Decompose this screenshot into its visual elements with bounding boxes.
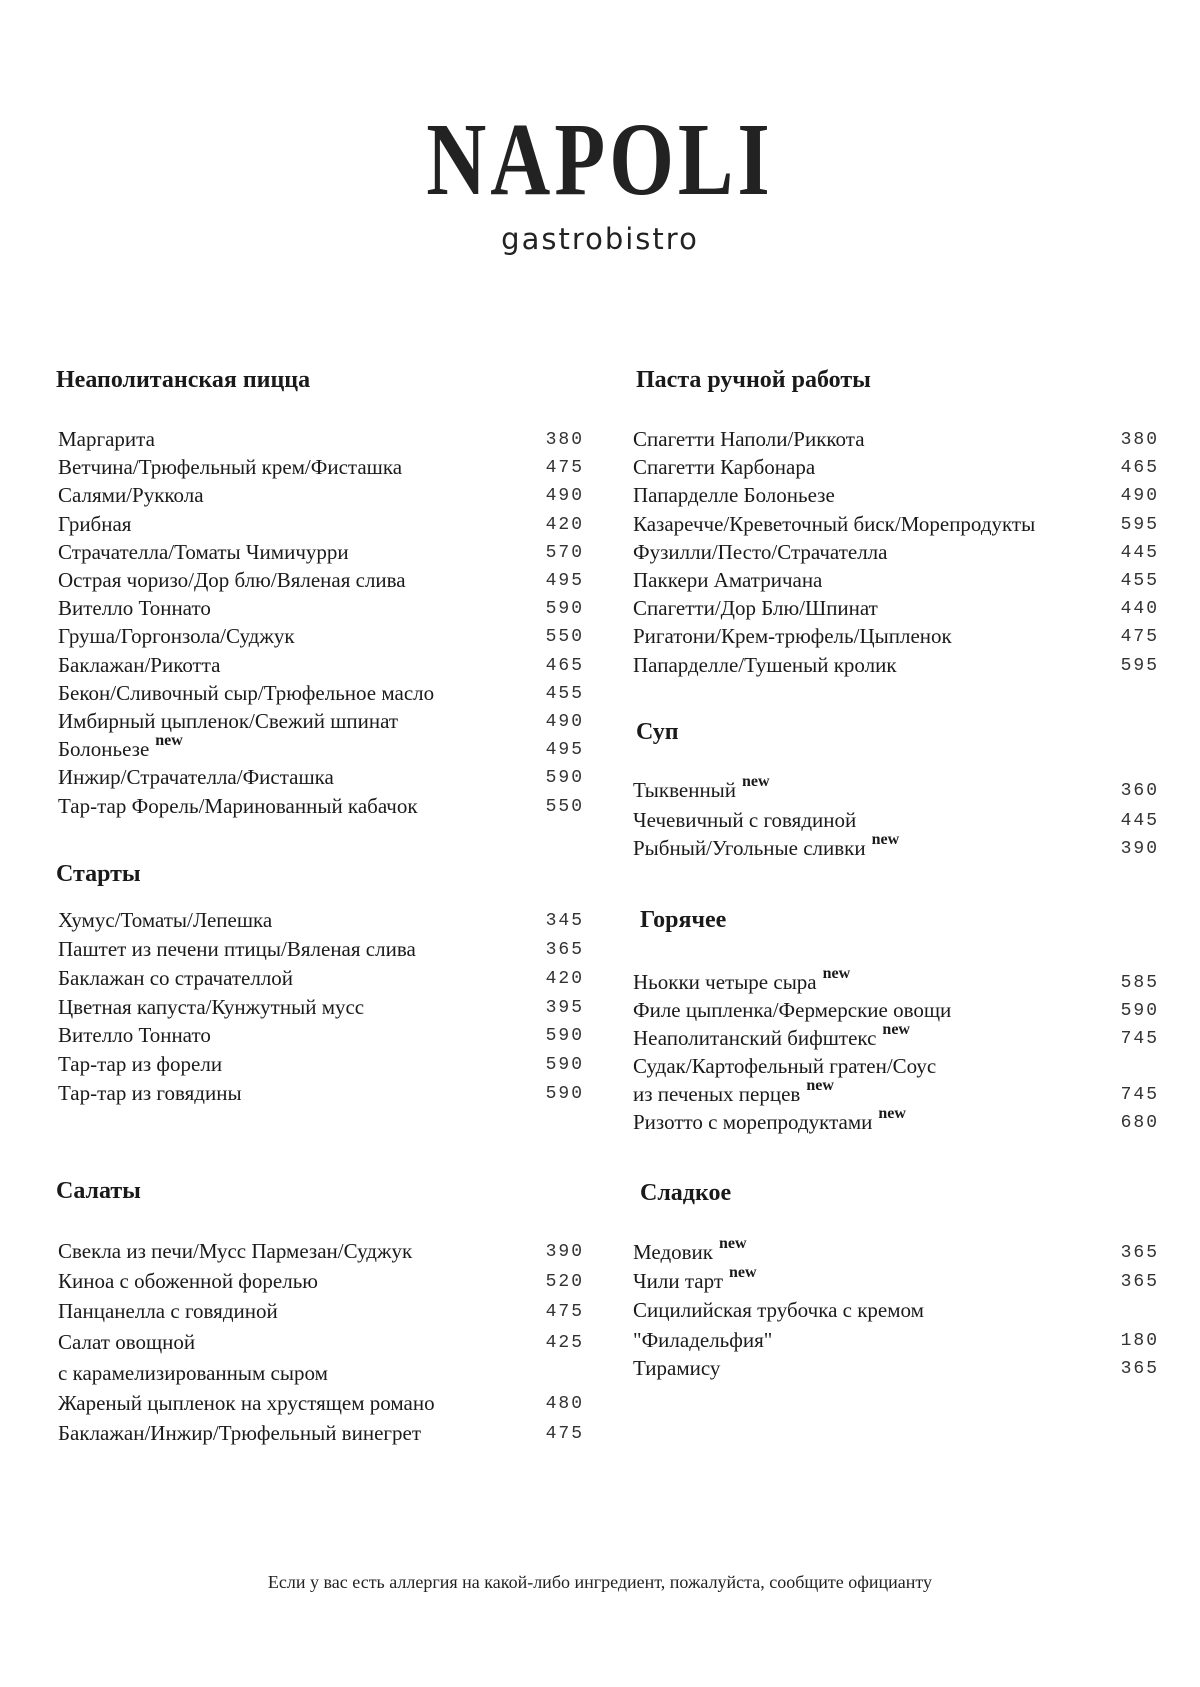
new-badge: new	[806, 1077, 834, 1094]
menu-item-name	[58, 1079, 242, 1107]
menu-item-name	[58, 1419, 421, 1447]
menu-item-name	[58, 1297, 278, 1325]
menu-item-row	[633, 566, 1159, 594]
menu-item-row	[633, 453, 1159, 481]
menu-item-name-text: Спагетти Наполи/Риккота	[633, 427, 865, 451]
menu-item-row	[633, 773, 1159, 804]
menu-item-price: 390	[1120, 839, 1159, 859]
menu-item-name-text: Папарделле/Тушеный кролик	[633, 653, 897, 677]
menu-item-name	[58, 763, 334, 791]
menu-item-price: 595	[1120, 656, 1159, 676]
menu-item-row	[58, 935, 584, 963]
menu-item-row	[633, 1326, 1159, 1354]
menu-item-row	[58, 1021, 584, 1049]
menu-item-name-text: Тыквенный	[633, 778, 737, 802]
menu-item-row	[58, 763, 584, 791]
menu-item-name	[58, 566, 406, 594]
menu-item-name	[633, 594, 878, 622]
menu-item-price: 475	[545, 458, 584, 478]
menu-item-name	[633, 1052, 936, 1080]
menu-item-price: 495	[545, 571, 584, 591]
menu-item-price: 490	[545, 486, 584, 506]
menu-item-row	[633, 622, 1159, 650]
menu-item-name	[58, 1021, 211, 1049]
menu-item-name-text: Медовик	[633, 1240, 713, 1264]
menu-item-name-text: Паккери Аматричана	[633, 568, 823, 592]
menu-item-name	[633, 1326, 772, 1354]
menu-item-price: 585	[1120, 973, 1159, 993]
menu-item-name	[633, 481, 835, 509]
menu-item-row	[58, 453, 584, 481]
menu-item-name-text: Баклажан со страчателлой	[58, 966, 294, 990]
menu-item-price: 570	[545, 543, 584, 563]
menu-item-name	[58, 1389, 435, 1417]
menu-item-price: 425	[545, 1333, 584, 1353]
menu-item-name-text: Ветчина/Трюфельный крем/Фисташка	[58, 455, 403, 479]
menu-item-row	[633, 996, 1159, 1024]
menu-item-name	[58, 453, 402, 481]
menu-item-row	[633, 1235, 1159, 1266]
menu-item-row	[58, 1359, 584, 1387]
menu-item-name-text: Ризотто с морепродуктами	[633, 1110, 873, 1134]
menu-item-price: 420	[545, 969, 584, 989]
menu-item-name	[633, 651, 897, 679]
menu-item-row	[58, 566, 584, 594]
menu-item-price: 365	[1120, 1359, 1159, 1379]
menu-item-row	[58, 906, 584, 934]
new-badge: new	[742, 773, 770, 790]
menu-item-price: 590	[545, 599, 584, 619]
menu-item-name	[58, 1328, 195, 1356]
menu-item-row	[58, 651, 584, 679]
menu-item-row	[633, 538, 1159, 566]
menu-item-name-text: Рыбный/Угольные сливки	[633, 836, 866, 860]
menu-item-price: 595	[1120, 515, 1159, 535]
menu-item-row	[58, 792, 584, 820]
menu-item-price: 590	[545, 768, 584, 788]
menu-item-name-text: Паштет из печени птицы/Вяленая слива	[58, 937, 416, 961]
menu-item-name	[633, 1077, 834, 1111]
menu-item-name	[633, 566, 822, 594]
menu-item-row	[58, 1237, 584, 1265]
menu-item-name	[633, 1264, 757, 1298]
new-badge: new	[871, 831, 900, 848]
menu-item-name	[633, 425, 865, 453]
menu-item-name-text: Тар-тар из говядины	[58, 1081, 242, 1105]
menu-item-name	[58, 792, 418, 820]
menu-item-name-text: Вителло Тоннато	[58, 1023, 211, 1047]
brand-title: NAPOLI	[426, 102, 774, 217]
menu-item-row	[633, 594, 1159, 622]
menu-item-price: 445	[1120, 543, 1159, 563]
menu-item-name	[633, 996, 951, 1024]
menu-item-name-text: Тирамису	[633, 1356, 721, 1380]
menu-item-name	[58, 679, 434, 707]
menu-item-name-text: Салат овощной	[58, 1330, 196, 1354]
menu-item-name	[58, 707, 398, 735]
menu-item-name-text: Казаречче/Креветочный биск/Морепродукты	[633, 512, 1036, 536]
menu-item-row	[633, 1105, 1159, 1136]
menu-item-row	[58, 1389, 584, 1417]
menu-item-row	[58, 594, 584, 622]
menu-item-name-text: Имбирный цыпленок/Свежий шпинат	[58, 709, 399, 733]
menu-item-price: 465	[1120, 458, 1159, 478]
menu-item-name	[633, 1354, 720, 1382]
brand-subtitle: gastrobistro	[501, 222, 699, 256]
new-badge: new	[822, 965, 851, 982]
menu-item-name-text: Салями/Руккола	[58, 483, 204, 507]
menu-item-row	[633, 1052, 1159, 1080]
menu-item-name-text: Судак/Картофельный гратен/Соус	[633, 1054, 937, 1078]
menu-item-name-text: Спагетти/Дор Блю/Шпинат	[633, 596, 878, 620]
menu-item-price: 590	[545, 1084, 584, 1104]
menu-item-row	[58, 1419, 584, 1447]
menu-item-name-text: Панцанелла с говядиной	[58, 1299, 278, 1323]
menu-item-price: 380	[545, 430, 584, 450]
menu-item-name	[58, 481, 204, 509]
menu-item-row	[633, 651, 1159, 679]
menu-item-price: 490	[545, 712, 584, 732]
menu-item-name	[633, 538, 887, 566]
menu-item-name	[58, 732, 183, 766]
menu-item-name	[58, 935, 416, 963]
menu-item-name-text: Фузилли/Песто/Страчателла	[633, 540, 888, 564]
menu-item-name-text: Тар-тар из форели	[58, 1052, 223, 1076]
menu-item-row	[633, 425, 1159, 453]
menu-item-price: 440	[1120, 599, 1159, 619]
menu-item-name-text: с карамелизированным сыром	[58, 1361, 328, 1385]
menu-item-price: 395	[545, 998, 584, 1018]
menu-item-row	[633, 1077, 1159, 1108]
section-title-hot: Горячее	[640, 907, 727, 933]
menu-item-name	[633, 1296, 924, 1324]
menu-item-row	[58, 510, 584, 538]
menu-item-price: 745	[1120, 1085, 1159, 1105]
menu-item-name-text: Груша/Горгонзола/Суджук	[58, 624, 295, 648]
menu-item-price: 365	[545, 940, 584, 960]
menu-item-price: 390	[545, 1242, 584, 1262]
menu-item-name-text: Бекон/Сливочный сыр/Трюфельное масло	[58, 681, 435, 705]
menu-item-name	[58, 1050, 222, 1078]
menu-item-name-text: Страчателла/Томаты Чимичурри	[58, 540, 349, 564]
menu-item-name	[58, 594, 211, 622]
menu-item-price: 520	[545, 1272, 584, 1292]
menu-item-name-text: Хумус/Томаты/Лепешка	[58, 908, 273, 932]
menu-item-row	[633, 481, 1159, 509]
menu-item-name	[633, 1021, 910, 1055]
menu-item-price: 475	[1120, 627, 1159, 647]
section-title-salads: Салаты	[56, 1178, 141, 1204]
menu-item-row	[633, 1021, 1159, 1052]
new-badge: new	[878, 1105, 906, 1122]
menu-item-name-text: Баклажан/Инжир/Трюфельный винегрет	[58, 1421, 422, 1445]
menu-item-row	[58, 1328, 584, 1356]
menu-item-name-text: Жареный цыпленок на хрустящем романо	[58, 1391, 435, 1415]
menu-item-row	[633, 1296, 1159, 1324]
menu-item-name	[58, 651, 221, 679]
menu-item-price: 420	[545, 515, 584, 535]
menu-item-row	[633, 831, 1159, 862]
menu-item-price: 465	[545, 656, 584, 676]
menu-item-row	[58, 622, 584, 650]
menu-item-price: 490	[1120, 486, 1159, 506]
menu-item-price: 445	[1120, 811, 1159, 831]
menu-item-price: 455	[1120, 571, 1159, 591]
menu-item-name	[58, 425, 155, 453]
menu-item-name	[633, 773, 770, 807]
menu-item-row	[58, 1050, 584, 1078]
menu-item-price: 180	[1120, 1331, 1159, 1351]
new-badge: new	[155, 732, 183, 749]
menu-item-price: 745	[1120, 1029, 1159, 1049]
menu-item-price: 345	[545, 911, 584, 931]
menu-item-name-text: из печеных перцев	[633, 1082, 801, 1106]
menu-item-row	[633, 1264, 1159, 1295]
menu-item-price: 680	[1120, 1113, 1159, 1133]
menu-item-name	[633, 806, 856, 834]
menu-item-row	[58, 481, 584, 509]
menu-item-name	[58, 538, 349, 566]
menu-item-name	[633, 965, 851, 999]
menu-item-row	[58, 679, 584, 707]
menu-item-price: 475	[545, 1424, 584, 1444]
menu-item-price: 480	[545, 1394, 584, 1414]
menu-item-price: 550	[545, 627, 584, 647]
menu-item-price: 475	[545, 1302, 584, 1322]
menu-item-name	[633, 453, 815, 481]
menu-item-name-text: Ригатони/Крем-трюфель/Цыпленок	[633, 624, 952, 648]
menu-item-row	[58, 1267, 584, 1295]
menu-item-name	[58, 993, 364, 1021]
menu-item-row	[58, 1297, 584, 1325]
menu-item-row	[58, 993, 584, 1021]
new-badge: new	[729, 1264, 757, 1281]
menu-item-name	[633, 1105, 906, 1139]
menu-item-name-text: Неаполитанский бифштекс	[633, 1026, 877, 1050]
menu-item-row	[633, 1354, 1159, 1382]
menu-item-name-text: Ньокки четыре сыра	[633, 970, 817, 994]
menu-item-price: 495	[545, 740, 584, 760]
menu-item-name-text: Маргарита	[58, 427, 155, 451]
menu-item-price: 380	[1120, 430, 1159, 450]
new-badge: new	[718, 1235, 747, 1252]
menu-item-price: 360	[1120, 781, 1159, 801]
menu-item-name	[58, 510, 131, 538]
menu-item-name-text: Киноа с обоженной форелью	[58, 1269, 318, 1293]
menu-item-name-text: Грибная	[58, 512, 132, 536]
menu-item-name-text: Филе цыпленка/Фермерские овощи	[633, 998, 952, 1022]
menu-item-row	[633, 965, 1159, 996]
menu-item-row	[58, 538, 584, 566]
section-title-starters: Старты	[56, 861, 141, 887]
menu-item-name	[58, 906, 272, 934]
menu-item-name-text: Болоньезе	[58, 737, 150, 761]
menu-item-price: 365	[1120, 1272, 1159, 1292]
menu-item-name-text: Спагетти Карбонара	[633, 455, 816, 479]
menu-item-name-text: Свекла из печи/Мусс Пармезан/Суджук	[58, 1239, 413, 1263]
menu-item-name-text: "Филадельфия"	[633, 1328, 773, 1352]
menu-item-row	[58, 707, 584, 735]
new-badge: new	[882, 1021, 910, 1038]
menu-item-name-text: Сицилийская трубочка с кремом	[633, 1298, 924, 1322]
menu-item-name	[633, 622, 952, 650]
menu-item-row	[58, 425, 584, 453]
menu-item-name-text: Вителло Тоннато	[58, 596, 211, 620]
menu-item-name-text: Инжир/Страчателла/Фисташка	[58, 765, 334, 789]
section-title-pizza: Неаполитанская пицца	[56, 367, 311, 393]
menu-item-name-text: Цветная капуста/Кунжутный мусс	[58, 995, 365, 1019]
menu-item-name-text: Острая чоризо/Дор блю/Вяленая слива	[58, 568, 406, 592]
menu-item-row	[633, 510, 1159, 538]
menu-item-name	[58, 964, 293, 992]
section-title-dessert: Сладкое	[640, 1180, 732, 1206]
menu-item-price: 590	[1120, 1001, 1159, 1021]
menu-item-price: 550	[545, 797, 584, 817]
menu-item-name	[58, 1359, 328, 1387]
menu-item-name	[633, 831, 900, 865]
menu-item-name	[58, 1237, 412, 1265]
menu-item-row	[58, 964, 584, 992]
menu-item-name	[633, 510, 1035, 538]
menu-item-name-text: Чечевичный с говядиной	[633, 808, 857, 832]
menu-item-name-text: Тар-тар Форель/Маринованный кабачок	[58, 794, 418, 818]
menu-item-price: 455	[545, 684, 584, 704]
menu-item-price: 590	[545, 1026, 584, 1046]
menu-item-price: 590	[545, 1055, 584, 1075]
menu-item-name-text: Чили тарт	[633, 1269, 724, 1293]
menu-item-name-text: Папарделле Болоньезе	[633, 483, 835, 507]
allergy-note: Если у вас есть аллергия на какой-либо ингредиент, пожалуйста, сообщите официанту	[267, 1572, 933, 1592]
menu-item-price: 365	[1120, 1243, 1159, 1263]
menu-item-name-text: Баклажан/Рикотта	[58, 653, 221, 677]
menu-item-row	[58, 732, 584, 763]
menu-item-row	[58, 1079, 584, 1107]
menu-item-row	[633, 806, 1159, 834]
section-title-pasta: Паста ручной работы	[636, 367, 871, 393]
section-title-soup: Суп	[636, 719, 679, 745]
menu-item-name	[58, 1267, 318, 1295]
menu-item-name	[58, 622, 295, 650]
